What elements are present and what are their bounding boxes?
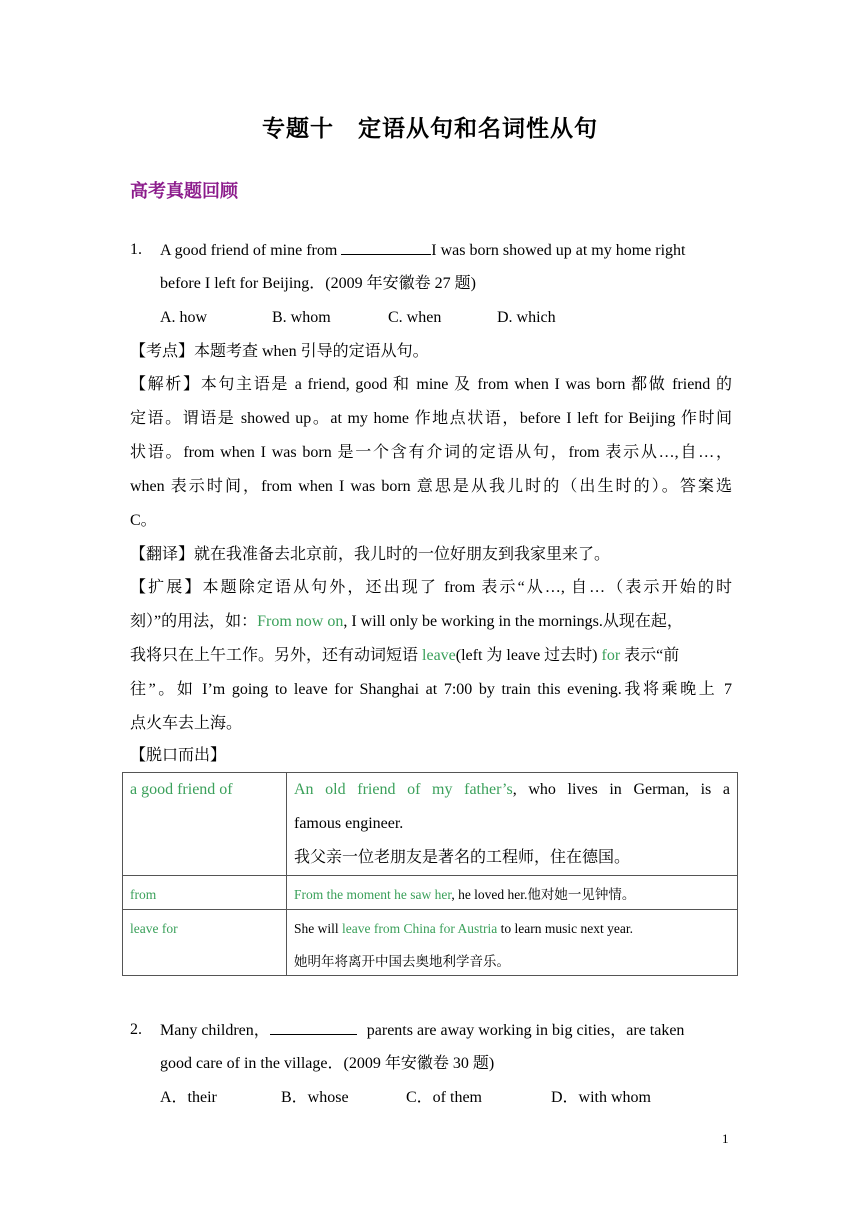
example-translation: 她明年将离开中国去奥地利学音乐。 bbox=[294, 954, 510, 969]
example-text: , who lives in German, is a bbox=[512, 781, 731, 798]
highlight-phrase: From now on bbox=[257, 613, 344, 630]
option-b: B．whose bbox=[281, 1089, 349, 1106]
jiexi-line-3: 状语。from when I was born 是一个含有介词的定语从句，from 表示从…,自…， bbox=[130, 444, 732, 461]
table-cell-phrase bbox=[123, 773, 287, 876]
option-d: D. which bbox=[497, 309, 556, 326]
example-text: , he loved her.他对她一见钟情。 bbox=[451, 887, 636, 902]
question-1-number: 1. bbox=[130, 241, 142, 258]
kuozhan-line-5: 点火车去上海。 bbox=[130, 715, 243, 732]
table-row bbox=[123, 876, 738, 910]
highlight-phrase: for bbox=[601, 647, 621, 664]
answer-blank bbox=[341, 240, 431, 255]
table-cell-phrase bbox=[123, 876, 287, 910]
highlight-phrase: From the moment he saw her bbox=[294, 887, 452, 902]
option-a: A．their bbox=[160, 1089, 217, 1106]
question-1-stem-b: I was born showed up at my home right bbox=[431, 242, 686, 259]
example-text: She will bbox=[294, 921, 343, 936]
option-d: D．with whom bbox=[551, 1089, 652, 1106]
example-text: to learn music next year. bbox=[497, 921, 633, 936]
question-2-stem-a: Many children， bbox=[160, 1022, 270, 1039]
question-2-stem bbox=[160, 1020, 732, 1041]
question-2-stem-c: good care of in the village．(2009 年安徽卷 30 题) bbox=[160, 1055, 495, 1072]
kaodian-text: 【考点】本题考查 when 引导的定语从句。 bbox=[130, 343, 429, 360]
jiexi-line-5: C。 bbox=[130, 512, 157, 529]
example-line-1 bbox=[287, 773, 737, 800]
example-line-1 bbox=[287, 910, 737, 939]
question-2-stem-b: parents are away working in big cities，are taken bbox=[366, 1022, 685, 1039]
phrase-table bbox=[122, 772, 738, 976]
kuozhan-line-4: 往”。如 I’m going to leave for Shanghai at 7:00 by train this evening.我将乘晚上 7 bbox=[130, 681, 732, 698]
section-heading: 高考真题回顾 bbox=[130, 181, 238, 202]
option-c: C. when bbox=[388, 309, 442, 326]
kuozhan-line-1: 【扩展】本题除定语从句外，还出现了 from 表示“从…, 自…（表示开始的时 bbox=[130, 579, 732, 596]
kuozhan-text: (left 为 leave 过去时) bbox=[455, 647, 602, 664]
jiexi-line-1: 【解析】本句主语是 a friend, good 和 mine 及 from when I was born 都做 friend 的 bbox=[130, 376, 732, 393]
page-number: 1 bbox=[722, 1131, 729, 1146]
example-line-1 bbox=[287, 876, 737, 905]
table-cell-phrase bbox=[123, 910, 287, 976]
kuozhan-line-2 bbox=[130, 612, 683, 632]
table-cell-example bbox=[287, 910, 738, 976]
kuozhan-text: 我将只在上午工作。另外，还有动词短语 bbox=[130, 647, 423, 664]
highlight-phrase: leave from China for Austria bbox=[342, 921, 498, 936]
fanyi-text: 【翻译】就在我准备去北京前，我儿时的一位好朋友到我家里来了。 bbox=[130, 546, 611, 563]
example-line-2: famous engineer. bbox=[294, 815, 404, 832]
highlight-phrase: An old friend of my father’s bbox=[294, 781, 513, 798]
option-c: C．of them bbox=[406, 1089, 482, 1106]
phrase-text: a good friend of bbox=[130, 781, 233, 798]
option-b: B. whom bbox=[272, 309, 331, 326]
page-title: 专题十 定语从句和名词性从句 bbox=[262, 116, 598, 142]
example-translation: 我父亲一位老朋友是著名的工程师，住在德国。 bbox=[294, 849, 631, 866]
option-a: A. how bbox=[160, 309, 208, 326]
highlight-phrase: leave bbox=[422, 647, 456, 664]
question-1-stem-a: A good friend of mine from bbox=[160, 242, 342, 259]
question-2-options bbox=[160, 1088, 651, 1108]
answer-blank bbox=[270, 1020, 357, 1035]
table-row bbox=[123, 910, 738, 976]
question-1-stem-c: before I left for Beijing．(2009 年安徽卷 27 题) bbox=[160, 275, 476, 292]
question-1-options bbox=[160, 308, 556, 328]
phrase-text: leave for bbox=[130, 921, 178, 936]
phrase-text: from bbox=[130, 887, 157, 902]
kuozhan-text: , I will only be working in the mornings.从现在起， bbox=[343, 613, 683, 630]
jiexi-line-4: when 表示时间，from when I was born 意思是从我儿时的（出生时的）。答案选 bbox=[130, 478, 732, 495]
table-cell-example bbox=[287, 773, 738, 876]
tuokou-heading: 【脱口而出】 bbox=[130, 747, 227, 764]
table-cell-example bbox=[287, 876, 738, 910]
table-row bbox=[123, 773, 738, 876]
kuozhan-text: 表示“前 bbox=[620, 647, 680, 664]
kuozhan-text: 刻）”的用法，如： bbox=[130, 613, 258, 630]
question-1-stem bbox=[160, 240, 732, 261]
kuozhan-line-3 bbox=[130, 646, 679, 666]
question-2-number: 2. bbox=[130, 1021, 142, 1038]
jiexi-line-2: 定语。谓语是 showed up。at my home 作地点状语，before I left for Beijing 作时间 bbox=[130, 410, 732, 427]
